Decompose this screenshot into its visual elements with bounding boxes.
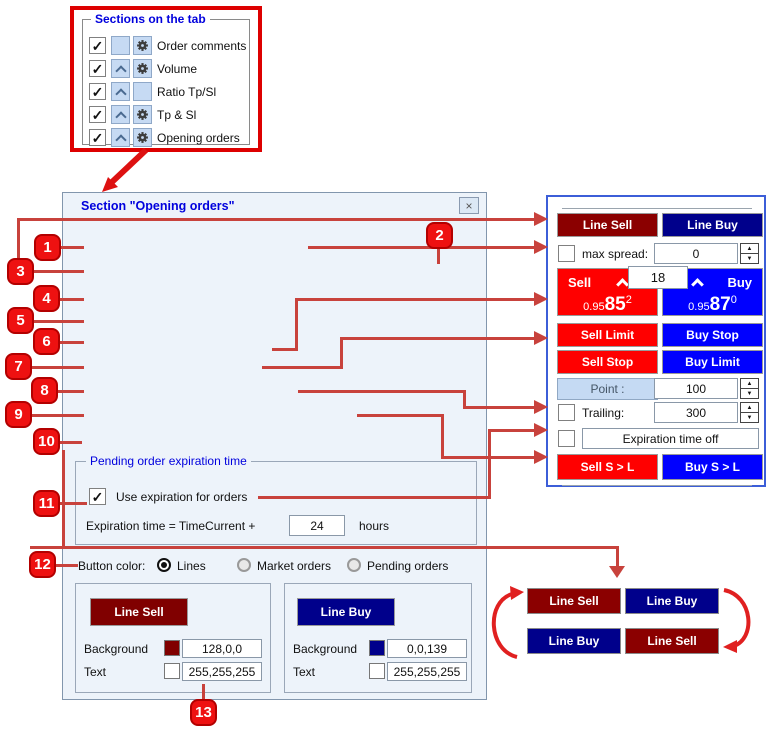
point-stepper[interactable] [740, 378, 759, 399]
line-sell-preview-button[interactable]: Line Sell [90, 598, 188, 626]
preview-line-sell-top: Line Sell [527, 588, 621, 614]
connector-line [62, 450, 65, 549]
chevron-up-icon[interactable] [111, 128, 130, 147]
spread-value: 18 [628, 266, 688, 289]
connector-line [340, 337, 537, 340]
connector-line [308, 246, 537, 249]
divider [562, 208, 752, 209]
background-color-value[interactable]: 128,0,0 [182, 639, 262, 658]
connector-line [59, 441, 82, 444]
spinner-up-icon[interactable]: ▲ [741, 379, 758, 389]
line-buy-color-panel [284, 583, 472, 693]
chevron-up-icon [691, 278, 704, 291]
connector-line [295, 298, 298, 351]
divider [562, 485, 752, 486]
section-label: Ratio Tp/Sl [157, 85, 217, 99]
max-spread-checkbox[interactable] [558, 245, 575, 262]
callout-10: 10 [33, 428, 60, 455]
connector-line [616, 546, 619, 567]
text-color-swatch[interactable] [164, 663, 180, 679]
background-color-swatch[interactable] [369, 640, 385, 656]
callout-3: 3 [7, 258, 34, 285]
sections-on-tab-box [70, 6, 262, 152]
gear-icon[interactable] [133, 36, 152, 55]
check-icon: ✓ [91, 83, 104, 100]
preview-line-buy-top: Line Buy [625, 588, 719, 614]
connector-line [272, 348, 298, 351]
connector-line [298, 390, 466, 393]
section-checkbox-opening-orders[interactable] [89, 129, 106, 146]
expiration-formula-prefix: Expiration time = TimeCurrent + [86, 519, 256, 533]
connector-line [258, 496, 491, 499]
trailing-stepper[interactable] [740, 402, 759, 423]
text-label: Text [293, 665, 316, 679]
radio-pending-orders-label: Pending orders [367, 559, 449, 573]
spinner-up-icon[interactable]: ▲ [741, 244, 758, 254]
callout-12: 12 [29, 551, 56, 578]
arrow-down-icon [102, 177, 118, 192]
trade-panel [546, 195, 766, 487]
connector-line [57, 390, 84, 393]
arrow-right-icon [534, 212, 548, 226]
connector-line [59, 502, 87, 505]
expiration-input[interactable]: Expiration time off [582, 428, 759, 449]
callout-13: 13 [190, 699, 217, 726]
section-label: Opening orders [157, 131, 240, 145]
callout-8: 8 [31, 377, 58, 404]
radio-lines[interactable] [157, 558, 171, 572]
arrow-right-icon [534, 450, 548, 464]
close-icon[interactable]: × [459, 197, 479, 214]
spinner-up-icon[interactable]: ▲ [741, 403, 758, 413]
arrow-left-icon [723, 640, 737, 653]
spinner-down-icon[interactable]: ▼ [746, 414, 753, 421]
connector-line [60, 246, 84, 249]
swap-curve-right [724, 590, 748, 646]
callout-1: 1 [34, 234, 61, 261]
connector-line [488, 429, 491, 499]
gear-icon[interactable] [133, 128, 152, 147]
connector-line [262, 366, 343, 369]
buy-stop-button[interactable]: Buy Stop [662, 323, 763, 347]
connector-line [17, 218, 537, 221]
sell-label: Sell [568, 275, 592, 290]
section-checkbox-volume[interactable] [89, 60, 106, 77]
connector-line [441, 414, 444, 459]
callout-4: 4 [33, 285, 60, 312]
connector-line [340, 337, 343, 369]
text-color-value[interactable]: 255,255,255 [182, 662, 262, 681]
check-icon: ✓ [91, 106, 104, 123]
expiration-formula-suffix: hours [359, 519, 390, 533]
connector-line [31, 414, 84, 417]
line-buy-button[interactable]: Line Buy [662, 213, 763, 237]
sections-group [82, 12, 250, 146]
text-color-value[interactable]: 255,255,255 [387, 662, 467, 681]
spinner-down-icon[interactable]: ▼ [746, 255, 753, 262]
chevron-up-icon [616, 278, 629, 291]
sell-stop-button[interactable]: Sell Stop [557, 350, 658, 374]
expiration-checkbox[interactable] [558, 430, 575, 447]
chevron-up-icon[interactable] [111, 82, 130, 101]
connector-line [202, 684, 205, 700]
point-label: Point : [557, 378, 658, 400]
buy-limit-button[interactable]: Buy Limit [662, 350, 763, 374]
trailing-input[interactable]: 300 [654, 402, 738, 423]
connector-line [357, 414, 444, 417]
trailing-label: Trailing: [582, 406, 625, 420]
callout-5: 5 [7, 307, 34, 334]
section-label: Tp & Sl [157, 108, 197, 122]
background-color-value[interactable]: 0,0,139 [387, 639, 467, 658]
box-to-dialog-arrow [112, 150, 146, 182]
connector-line [33, 270, 84, 273]
preview-line-buy-bottom: Line Buy [527, 628, 621, 654]
background-label: Background [84, 642, 149, 656]
section-checkbox-ratio[interactable] [89, 83, 106, 100]
text-color-swatch[interactable] [369, 663, 385, 679]
checkbox-use-expiration[interactable] [89, 488, 106, 505]
connector-line [59, 341, 84, 344]
line-sell-button[interactable]: Line Sell [557, 213, 658, 237]
line-buy-preview-button[interactable]: Line Buy [297, 598, 395, 626]
callout-11: 11 [33, 490, 60, 517]
connector-line [30, 546, 619, 549]
check-icon: ✓ [91, 488, 104, 505]
connector-line [31, 366, 84, 369]
arrow-right-icon [510, 586, 524, 600]
section-checkbox-order-comments[interactable] [89, 37, 106, 54]
arrow-right-icon [534, 331, 548, 345]
connector-line [437, 248, 440, 264]
point-input[interactable]: 100 [654, 378, 738, 399]
background-label: Background [293, 642, 358, 656]
callout-6: 6 [33, 328, 60, 355]
spinner-down-icon[interactable]: ▼ [746, 390, 753, 397]
buy-label: Buy [727, 275, 752, 290]
arrow-right-icon [534, 292, 548, 306]
section-label: Volume [157, 62, 198, 76]
arrow-down-icon [609, 566, 625, 578]
text-label: Text [84, 665, 107, 679]
line-sell-color-panel [75, 583, 271, 693]
chevron-up-icon[interactable] [111, 59, 130, 78]
gear-icon[interactable] [133, 59, 152, 78]
use-expiration-label: Use expiration for orders [116, 490, 248, 504]
radio-lines-label: Lines [177, 559, 206, 573]
gear-icon[interactable] [133, 105, 152, 124]
radio-market-orders[interactable] [237, 558, 251, 572]
arrow-right-icon [534, 240, 548, 254]
expiration-legend: Pending order expiration time [86, 454, 251, 468]
callout-2: 2 [426, 222, 453, 249]
buy-stoplimit-button[interactable]: Buy S > L [662, 454, 763, 480]
sell-stoplimit-button[interactable]: Sell S > L [557, 454, 658, 480]
radio-pending-orders[interactable] [347, 558, 361, 572]
callout-7: 7 [5, 353, 32, 380]
trailing-checkbox[interactable] [558, 404, 575, 421]
connector-line [17, 218, 20, 262]
sections-legend: Sections on the tab [91, 12, 210, 26]
arrow-right-icon [534, 423, 548, 437]
buy-price: 0.95870 [688, 294, 737, 315]
connector-line [33, 320, 84, 323]
hours-input[interactable]: 24 [289, 515, 345, 536]
blank-square-icon[interactable] [133, 82, 152, 101]
connector-line [463, 406, 537, 409]
check-icon: ✓ [91, 129, 104, 146]
sell-limit-button[interactable]: Sell Limit [557, 323, 658, 347]
button-color-label: Button color: [78, 559, 146, 573]
check-icon: ✓ [91, 37, 104, 54]
swap-curve-left [494, 594, 517, 657]
background-color-swatch[interactable] [164, 640, 180, 656]
preview-line-sell-bottom: Line Sell [625, 628, 719, 654]
callout-9: 9 [5, 401, 32, 428]
max-spread-label: max spread: [582, 247, 649, 261]
connector-line [298, 298, 537, 301]
connector-line [59, 298, 84, 301]
check-icon: ✓ [91, 60, 104, 77]
arrow-right-icon [534, 400, 548, 414]
section-checkbox-tpsl[interactable] [89, 106, 106, 123]
blank-square-icon[interactable] [111, 36, 130, 55]
max-spread-input[interactable]: 0 [654, 243, 738, 264]
max-spread-stepper[interactable] [740, 243, 759, 264]
expiration-group [75, 454, 477, 545]
chevron-up-icon[interactable] [111, 105, 130, 124]
section-label: Order comments [157, 39, 247, 53]
radio-market-orders-label: Market orders [257, 559, 332, 573]
connector-line [56, 564, 78, 567]
dialog-title: Section "Opening orders" [81, 199, 235, 213]
sell-price: 0.95852 [583, 294, 632, 315]
connector-line [488, 429, 537, 432]
